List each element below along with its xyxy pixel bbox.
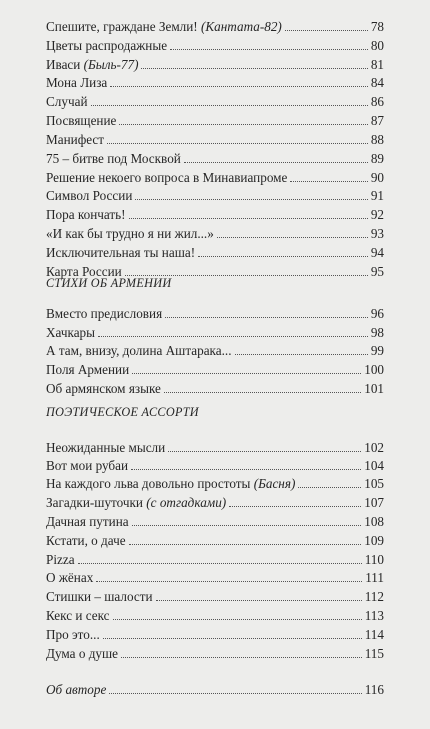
toc-entry-title: Решение некоего вопроса в Минавиапроме bbox=[46, 170, 288, 185]
toc-entry-page: 101 bbox=[364, 381, 384, 396]
toc-entry-title: Дума о душе bbox=[46, 646, 119, 661]
toc-entry-page: 116 bbox=[364, 682, 384, 697]
section-heading-poetic-assorti: ПОЭТИЧЕСКОЕ АССОРТИ bbox=[46, 405, 199, 419]
toc-entry-title: Посвящение bbox=[46, 113, 117, 128]
toc-entry-title: О жёнах bbox=[46, 570, 94, 585]
toc-entry bbox=[46, 113, 384, 129]
toc-entry-page: 86 bbox=[370, 94, 384, 109]
toc-entry-title: Про это... bbox=[46, 627, 100, 642]
toc-entry bbox=[46, 188, 384, 204]
toc-entry bbox=[46, 589, 384, 605]
toc-entry bbox=[46, 170, 384, 186]
toc-entry-page: 102 bbox=[364, 440, 384, 455]
toc-entry-page: 98 bbox=[370, 325, 384, 340]
dot-leader bbox=[103, 638, 362, 639]
toc-entry-page: 112 bbox=[364, 589, 384, 604]
toc-entry-page: 95 bbox=[370, 264, 384, 279]
toc-entry-title: Загадки-шуточки (с отгадками) bbox=[46, 495, 227, 510]
toc-entry-page: 113 bbox=[364, 608, 384, 623]
toc-entry-title: Кекс и секс bbox=[46, 608, 110, 623]
toc-entry-title: Манифест bbox=[46, 132, 105, 147]
toc-entry-title: Пора кончать! bbox=[46, 207, 126, 222]
dot-leader bbox=[109, 693, 361, 694]
toc-entry-title: Спешите, граждане Земли! (Кантата-82) bbox=[46, 19, 282, 34]
dot-leader bbox=[165, 317, 368, 318]
toc-entry bbox=[46, 495, 384, 511]
dot-leader bbox=[110, 86, 368, 87]
toc-entry-page: 93 bbox=[370, 226, 384, 241]
toc-entry-page: 109 bbox=[364, 533, 384, 548]
dot-leader bbox=[131, 469, 361, 470]
toc-entry-title: Случай bbox=[46, 94, 88, 109]
toc-entry bbox=[46, 57, 384, 73]
dot-leader bbox=[184, 162, 368, 163]
dot-leader bbox=[78, 563, 362, 564]
dot-leader bbox=[132, 525, 362, 526]
toc-entry-title: Неожиданные мысли bbox=[46, 440, 166, 455]
toc-entry-title: Карта России bbox=[46, 264, 122, 279]
toc-entry-page: 104 bbox=[364, 458, 384, 473]
toc-entry-title: 75 – битве под Москвой bbox=[46, 151, 181, 166]
dot-leader bbox=[107, 143, 368, 144]
toc-entry-page: 87 bbox=[370, 113, 384, 128]
toc-entry-title: Вот мои рубаи bbox=[46, 458, 129, 473]
toc-entry-page: 107 bbox=[364, 495, 384, 510]
toc-entry-page: 100 bbox=[364, 362, 384, 377]
toc-entry-page: 91 bbox=[370, 188, 384, 203]
toc-entry-title: Дачная путина bbox=[46, 514, 129, 529]
toc-entry-title: Хачкары bbox=[46, 325, 95, 340]
toc-entry bbox=[46, 646, 384, 662]
toc-entry-title: «И как бы трудно я ни жил...» bbox=[46, 226, 214, 241]
toc-entry-title: На каждого льва довольно простоты (Басня) bbox=[46, 476, 296, 491]
toc-entry-page: 108 bbox=[364, 514, 384, 529]
toc-entry-page: 105 bbox=[364, 476, 384, 491]
dot-leader bbox=[285, 30, 368, 31]
toc-entry-page: 114 bbox=[364, 627, 384, 642]
dot-leader bbox=[217, 237, 368, 238]
dot-leader bbox=[168, 451, 361, 452]
dot-leader bbox=[96, 581, 362, 582]
dot-leader bbox=[135, 199, 367, 200]
toc-entry bbox=[46, 75, 384, 91]
toc-entry bbox=[46, 362, 384, 378]
toc-entry-page: 115 bbox=[364, 646, 384, 661]
toc-entry-page: 84 bbox=[370, 75, 384, 90]
dot-leader bbox=[141, 68, 367, 69]
toc-entry-page: 111 bbox=[365, 570, 384, 585]
toc-entry-title: Мона Лиза bbox=[46, 75, 108, 90]
dot-leader bbox=[91, 105, 368, 106]
toc-entry bbox=[46, 207, 384, 223]
toc-entry bbox=[46, 552, 384, 568]
dot-leader bbox=[156, 600, 362, 601]
toc-entry bbox=[46, 306, 384, 322]
toc-entry-page: 110 bbox=[364, 552, 384, 567]
toc-entry bbox=[46, 608, 384, 624]
dot-leader bbox=[164, 392, 361, 393]
toc-entry bbox=[46, 19, 384, 35]
dot-leader bbox=[229, 506, 361, 507]
toc-entry bbox=[46, 458, 384, 474]
dot-leader bbox=[129, 544, 362, 545]
dot-leader bbox=[113, 619, 362, 620]
toc-entry-about bbox=[46, 682, 384, 698]
dot-leader bbox=[290, 181, 367, 182]
toc-entry bbox=[46, 627, 384, 643]
toc-entry bbox=[46, 440, 384, 456]
toc-entry bbox=[46, 132, 384, 148]
toc-entry-title: Pizza bbox=[46, 552, 75, 567]
toc-entry-page: 80 bbox=[370, 38, 384, 53]
toc-entry-page: 81 bbox=[370, 57, 384, 72]
toc-entry-title: Кстати, о даче bbox=[46, 533, 126, 548]
toc-entry-page: 96 bbox=[370, 306, 384, 321]
toc-entry bbox=[46, 94, 384, 110]
toc-entry-title: Стишки – шалости bbox=[46, 589, 153, 604]
toc-entry-title: Исключительная ты наша! bbox=[46, 245, 196, 260]
dot-leader bbox=[119, 124, 367, 125]
toc-entry bbox=[46, 38, 384, 54]
toc-entry bbox=[46, 570, 384, 586]
toc-entry bbox=[46, 514, 384, 530]
toc-entry-page: 88 bbox=[370, 132, 384, 147]
section-heading-armenia: СТИХИ ОБ АРМЕНИИ bbox=[46, 276, 172, 290]
toc-entry bbox=[46, 476, 384, 492]
toc-entry-page: 78 bbox=[370, 19, 384, 34]
toc-entry-title: Цветы распродажные bbox=[46, 38, 168, 53]
toc-entry-page: 90 bbox=[370, 170, 384, 185]
toc-entry bbox=[46, 226, 384, 242]
toc-entry bbox=[46, 245, 384, 261]
toc-entry-title: Об армянском языке bbox=[46, 381, 161, 396]
toc-entry bbox=[46, 151, 384, 167]
dot-leader bbox=[198, 256, 368, 257]
dot-leader bbox=[298, 487, 361, 488]
toc-entry bbox=[46, 325, 384, 341]
dot-leader bbox=[98, 336, 368, 337]
dot-leader bbox=[132, 373, 361, 374]
toc-entry-title: А там, внизу, долина Аштарака... bbox=[46, 343, 232, 358]
toc-entry bbox=[46, 533, 384, 549]
dot-leader bbox=[235, 354, 368, 355]
toc-entry bbox=[46, 343, 384, 359]
dot-leader bbox=[129, 218, 368, 219]
dot-leader bbox=[170, 49, 368, 50]
toc-entry-title: Символ России bbox=[46, 188, 133, 203]
toc-entry-page: 89 bbox=[370, 151, 384, 166]
toc-entry-title: Об авторе bbox=[46, 682, 107, 697]
toc-entry-title: Поля Армении bbox=[46, 362, 130, 377]
toc-entry-page: 94 bbox=[370, 245, 384, 260]
toc-entry-page: 99 bbox=[370, 343, 384, 358]
dot-leader bbox=[121, 657, 362, 658]
toc-entry-title: Вместо предисловия bbox=[46, 306, 163, 321]
toc-entry-page: 92 bbox=[370, 207, 384, 222]
toc-entry bbox=[46, 381, 384, 397]
toc-entry-title: Иваси (Быль-77) bbox=[46, 57, 139, 72]
